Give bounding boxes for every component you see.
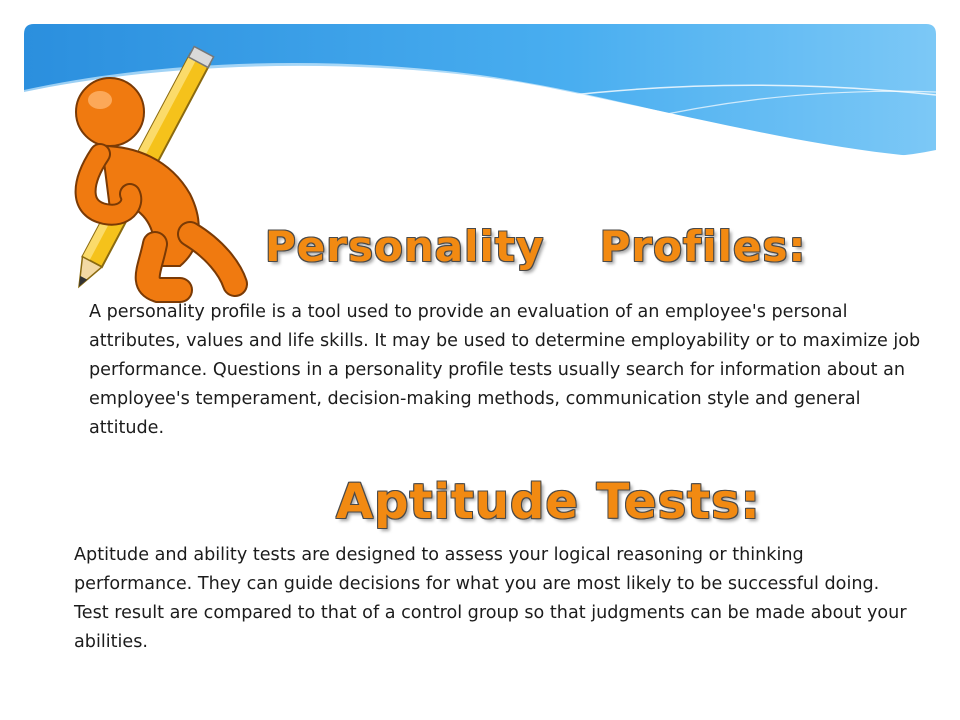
aptitude-tests-paragraph: Aptitude and ability tests are designed to assess your logical reasoning or thinking performance. They can guide decisions for what you are most likely to be successful doing. Test result are compared to that of a control group so that judgments can be made about your abilities. (74, 545, 907, 652)
personality-profiles-paragraph: A personality profile is a tool used to provide an evaluation of an employee's personal attributes, values and life skills. It may be used to determine employability or to maximize job performance. Questions in a personality profile tests usually search for information about an employee's temperament, decision-making methods, communication style and general attitude. (89, 302, 921, 438)
orange-person-with-pencil-icon (40, 34, 250, 309)
aptitude-tests-heading: Aptitude Tests: (336, 474, 761, 530)
personality-profiles-heading: Personality Profiles: (265, 222, 807, 271)
